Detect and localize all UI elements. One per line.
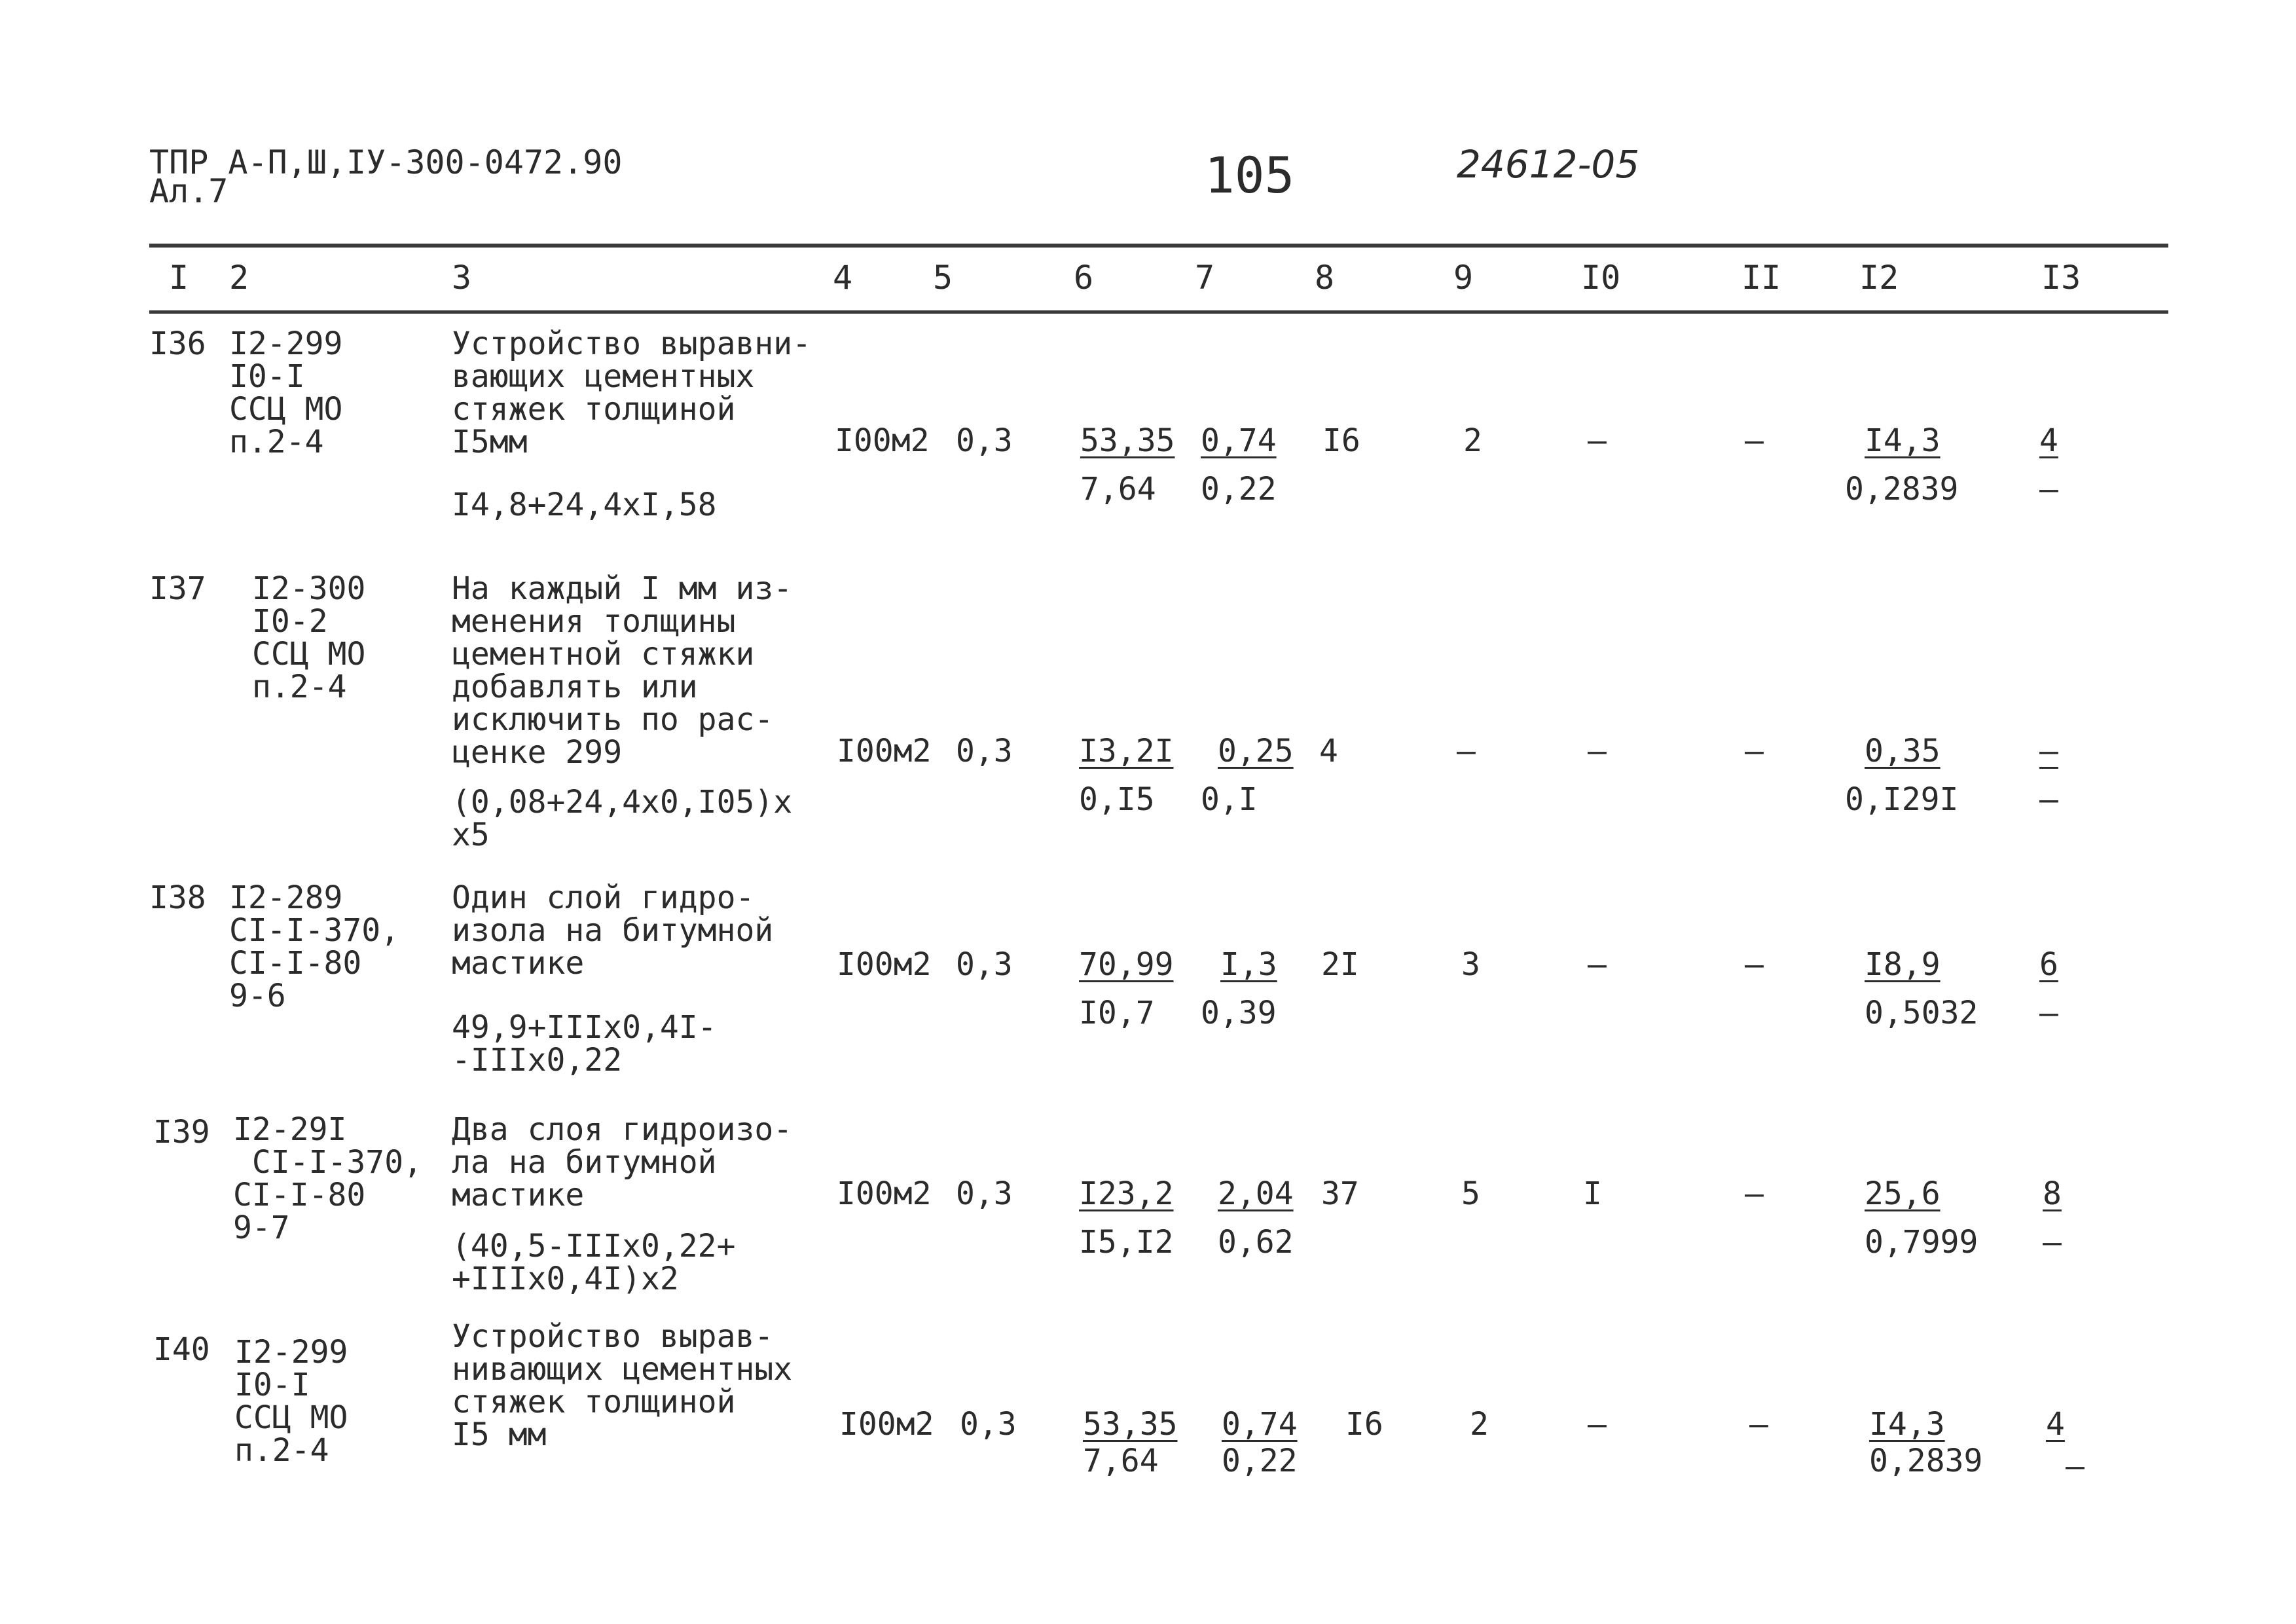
- cost-total: 70,99: [1079, 946, 1174, 983]
- calculation-formula: I4,8+24,4хI,58: [452, 487, 717, 523]
- value-col13: 6: [2039, 946, 2058, 983]
- unit: I00м2: [839, 1406, 934, 1443]
- column-header: 4: [833, 259, 853, 297]
- cost-total: 53,35: [1083, 1406, 1178, 1443]
- row-number: I39: [153, 1114, 210, 1151]
- labor-machine: 0,2839: [1869, 1443, 1983, 1479]
- column-header: 8: [1315, 259, 1335, 297]
- calculation-formula: 49,9+IIIх0,4I- -IIIх0,22: [452, 1009, 717, 1079]
- header-rule-bottom: [149, 310, 2168, 314]
- quantity: 0,3: [956, 422, 1013, 459]
- labor-machine: 0,7999: [1865, 1224, 1978, 1261]
- rate-code: I2-29I СI-I-370, СI-I-80 9-7: [233, 1111, 422, 1246]
- column-header: I3: [2041, 259, 2081, 297]
- document-code: 24612-05: [1457, 142, 1640, 187]
- machine-cost: 0,74: [1201, 422, 1277, 459]
- column-header: 3: [452, 259, 472, 297]
- labor-machine: 0,I29I: [1845, 781, 1959, 818]
- column-header: II: [1741, 259, 1781, 297]
- cost-wages: I0,7: [1079, 995, 1155, 1031]
- cost-total: 53,35: [1080, 422, 1175, 459]
- column-header: 9: [1453, 259, 1474, 297]
- cost-total: I23,2: [1079, 1175, 1174, 1212]
- column-header: 5: [933, 259, 953, 297]
- cost-total: I3,2I: [1079, 733, 1174, 769]
- machine-cost: I,3: [1220, 946, 1277, 983]
- machine-cost: 0,74: [1222, 1406, 1298, 1443]
- value-col13: 8: [2043, 1175, 2062, 1212]
- rate-code: I2-299 I0-I ССЦ МО п.2-4: [234, 1334, 348, 1469]
- unit: I00м2: [837, 1175, 932, 1212]
- quantity: 0,3: [956, 733, 1013, 769]
- machine-cost: 0,25: [1218, 733, 1294, 769]
- cost-wages: 7,64: [1083, 1443, 1159, 1479]
- row-number: I36: [149, 325, 206, 362]
- value-col11: –: [1745, 946, 1764, 983]
- value-col10: –: [1588, 422, 1607, 459]
- row-number: I38: [149, 879, 206, 916]
- value-col8: I6: [1322, 422, 1360, 459]
- row-number: I37: [149, 570, 206, 607]
- value-col13: 4: [2039, 422, 2058, 459]
- work-description: Устройство вырав- нивающих цементных стяжек толщиной I5 мм: [452, 1318, 793, 1453]
- machine-wages: 0,62: [1218, 1224, 1294, 1261]
- value-col8: 4: [1319, 733, 1338, 769]
- labor-machine: 0,2839: [1845, 471, 1959, 507]
- page-number: 105: [1205, 146, 1295, 204]
- sheet-label: Ал.7: [149, 172, 228, 210]
- column-header: I0: [1581, 259, 1621, 297]
- labor-total: I4,3: [1869, 1406, 1945, 1443]
- machine-wages: 0,I: [1201, 781, 1258, 818]
- quantity: 0,3: [956, 946, 1013, 983]
- value-col13-bottom: –: [2039, 471, 2058, 507]
- row-number: I40: [153, 1331, 210, 1368]
- document-designation: ТПР А-П,Ш,IУ-300-0472.90: [149, 143, 623, 181]
- labor-total: I4,3: [1865, 422, 1941, 459]
- value-col13-bottom: –: [2066, 1448, 2085, 1485]
- column-header: 2: [229, 259, 249, 297]
- cost-wages: 7,64: [1080, 471, 1156, 507]
- unit: I00м2: [837, 946, 932, 983]
- rate-code: I2-289 СI-I-370, СI-I-80 9-6: [229, 879, 400, 1014]
- labor-total: 25,6: [1865, 1175, 1941, 1212]
- column-header: 6: [1074, 259, 1094, 297]
- labor-total: 0,35: [1865, 733, 1941, 769]
- calculation-formula: (0,08+24,4х0,I05)х х5: [452, 784, 793, 853]
- value-col11: –: [1745, 733, 1764, 769]
- value-col8: I6: [1345, 1406, 1383, 1443]
- unit: I00м2: [837, 733, 932, 769]
- value-col11: –: [1745, 422, 1764, 459]
- column-header: 7: [1195, 259, 1215, 297]
- value-col13-bottom: –: [2043, 1224, 2062, 1261]
- value-col9: 2: [1470, 1406, 1489, 1443]
- header-rule-top: [149, 244, 2168, 248]
- cost-wages: I5,I2: [1079, 1224, 1174, 1261]
- value-col9: 3: [1461, 946, 1480, 983]
- value-col10: –: [1588, 1406, 1607, 1443]
- value-col9: –: [1457, 733, 1476, 769]
- quantity: 0,3: [956, 1175, 1013, 1212]
- work-description: Два слоя гидроизо- ла на битумной мастике: [452, 1111, 793, 1213]
- work-description: На каждый I мм из- менения толщины цементной стяжки добавлять или исключить по рас- ценке 299: [452, 570, 793, 771]
- work-description: Один слой гидро- изола на битумной мастике: [452, 879, 774, 982]
- machine-cost: 2,04: [1218, 1175, 1294, 1212]
- value-col11: –: [1749, 1406, 1768, 1443]
- value-col10: –: [1588, 733, 1607, 769]
- value-col13: –: [2039, 733, 2058, 769]
- machine-wages: 0,22: [1201, 471, 1277, 507]
- quantity: 0,3: [960, 1406, 1017, 1443]
- column-header: I2: [1859, 259, 1899, 297]
- unit: I00м2: [835, 422, 930, 459]
- rate-code: I2-300 I0-2 ССЦ МО п.2-4: [252, 570, 366, 705]
- labor-total: I8,9: [1865, 946, 1941, 983]
- machine-wages: 0,22: [1222, 1443, 1298, 1479]
- value-col10: I: [1583, 1175, 1602, 1212]
- value-col13-bottom: –: [2039, 781, 2058, 818]
- machine-wages: 0,39: [1201, 995, 1277, 1031]
- work-description: Устройство выравни- вающих цементных стяжек толщиной I5мм: [452, 325, 812, 460]
- value-col10: –: [1588, 946, 1607, 983]
- value-col8: 2I: [1321, 946, 1359, 983]
- value-col9: 5: [1461, 1175, 1480, 1212]
- column-header: I: [169, 259, 189, 297]
- value-col13: 4: [2046, 1406, 2065, 1443]
- rate-code: I2-299 I0-I ССЦ МО п.2-4: [229, 325, 343, 460]
- value-col9: 2: [1463, 422, 1482, 459]
- value-col11: –: [1745, 1175, 1764, 1212]
- value-col13-bottom: –: [2039, 995, 2058, 1031]
- cost-wages: 0,I5: [1079, 781, 1155, 818]
- calculation-formula: (40,5-IIIх0,22+ +IIIх0,4I)х2: [452, 1228, 736, 1297]
- value-col8: 37: [1321, 1175, 1359, 1212]
- labor-machine: 0,5032: [1865, 995, 1978, 1031]
